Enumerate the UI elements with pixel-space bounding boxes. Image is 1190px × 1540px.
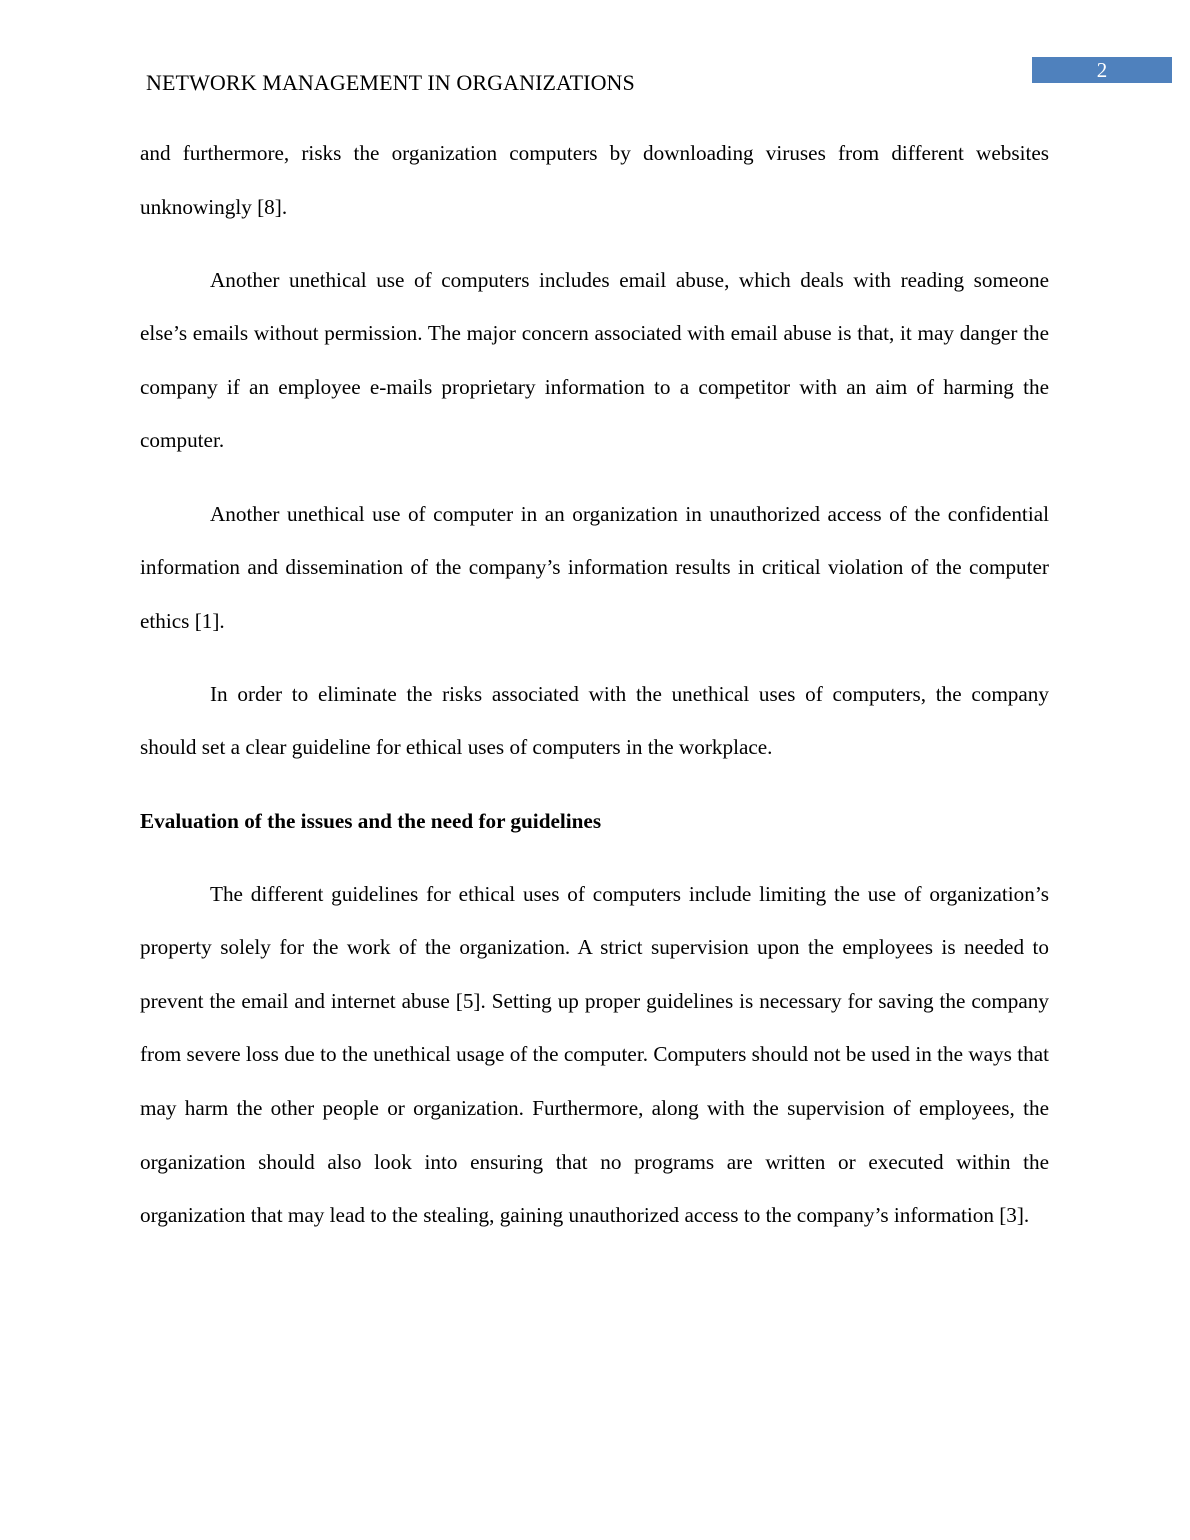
paragraph-guidelines: The different guidelines for ethical uses of computers include limiting the use of organization’s property solely for the work of the organization. A strict supervision upon the employees is needed to prevent the email and internet abuse [5]. Setting up proper guidelines is necessary for saving the company from severe loss due to the unethical usage of the computer. Computers should not be used in the ways that may harm the other people or organization. Furthermore, along with the supervision of employees, the organization should also look into ensuring that no programs are written or executed within the organization that may lead to the stealing, gaining unauthorized access to the company’s information [3].	[140, 881, 1049, 1228]
paragraph-email-abuse: Another unethical use of computers includes email abuse, which deals with reading someone else’s emails without permission. The major concern associated with email abuse is that, it may danger the company if an employee e-mails proprietary information to a competitor with an aim of harming the computer.	[140, 267, 1049, 453]
running-head: NETWORK MANAGEMENT IN ORGANIZATIONS	[146, 70, 635, 95]
page-number: 2	[1032, 57, 1172, 83]
paragraph-continued: and furthermore, risks the organization computers by downloading viruses from different websites unknowingly [8].	[140, 141, 1049, 219]
section-heading: Evaluation of the issues and the need for guidelines	[140, 808, 602, 833]
document-body	[140, 127, 1049, 1262]
paragraph-unauthorized-access: Another unethical use of computer in an organization in unauthorized access of the confidential information and dissemination of the company’s information results in critical violation of the computer ethics [1].	[140, 501, 1049, 633]
paragraph-eliminate-risks: In order to eliminate the risks associated with the unethical uses of computers, the company should set a clear guideline for ethical uses of computers in the workplace.	[140, 681, 1049, 760]
